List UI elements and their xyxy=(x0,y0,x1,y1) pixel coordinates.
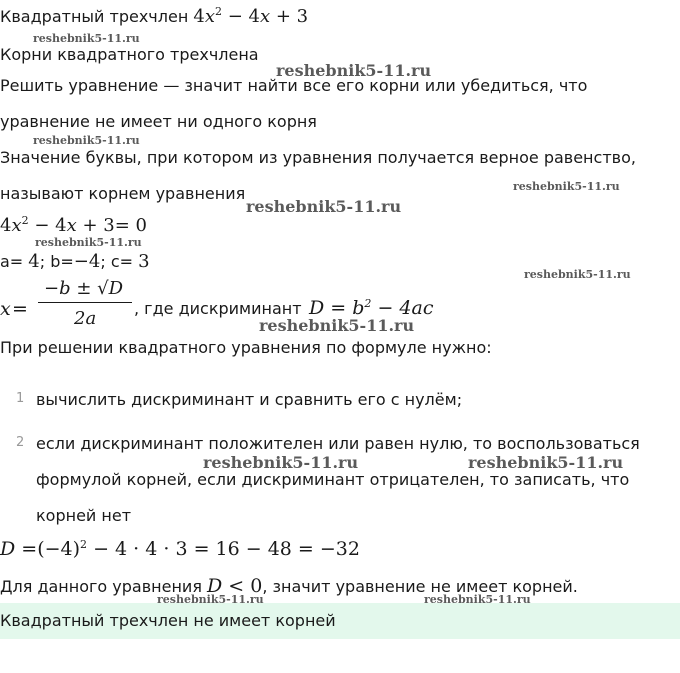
root-definition-line-1: Значение буквы, при котором из уравнения получается верное равенство, xyxy=(0,148,636,167)
equation-coef-a: 4 xyxy=(0,215,12,236)
solve-definition-line-2: уравнение не имеет ни одного корня xyxy=(0,112,317,131)
discriminant-equals: = xyxy=(324,297,353,319)
title-term-b: − 4 xyxy=(221,6,260,27)
solve-definition-line-1: Решить уравнение — значит найти все его корни или убедиться, что xyxy=(0,76,588,95)
formula-denominator: 2a xyxy=(74,308,97,329)
answer-text: Квадратный трехчлен не имеет корней xyxy=(0,611,336,630)
formula-numerator: −b ± √D xyxy=(44,278,124,299)
watermark: reshebnik5-11.ru xyxy=(246,197,402,216)
calc-exponent: 2 xyxy=(80,538,88,551)
equation-line xyxy=(0,215,147,237)
discriminant-calculation xyxy=(0,538,360,560)
formula-fraction xyxy=(38,278,132,328)
watermark: reshebnik5-11.ru xyxy=(259,316,415,335)
conclusion-D: D xyxy=(207,575,223,597)
step-2-text-line-1: если дискриминант положителен или равен нулю, то воспользоваться xyxy=(36,434,640,453)
watermark: reshebnik5-11.ru xyxy=(424,593,531,606)
step-1-number: 1 xyxy=(16,391,25,406)
watermark: reshebnik5-11.ru xyxy=(35,236,142,249)
title-text: Квадратный трехчлен xyxy=(0,7,194,26)
equation-var-x: x xyxy=(11,215,22,236)
watermark: reshebnik5-11.ru xyxy=(513,180,620,193)
equation-var-x2: x xyxy=(66,215,77,236)
answer-box xyxy=(0,603,680,639)
watermark: reshebnik5-11.ru xyxy=(33,32,140,45)
calc-part-1: =(−4) xyxy=(15,538,81,560)
discriminant-exponent: 2 xyxy=(364,297,372,310)
watermark: reshebnik5-11.ru xyxy=(203,453,359,472)
formula-equals: = xyxy=(12,298,28,320)
title-var-x2: x xyxy=(259,6,271,27)
conclusion-relation: < 0 xyxy=(222,575,263,597)
title-coef-a: 4 xyxy=(193,6,205,27)
coef-b-label: ; b= xyxy=(39,252,74,271)
conclusion-text-after: , значит уравнение не имеет корней. xyxy=(262,577,578,596)
steps-intro: При решении квадратного уравнения по формуле нужно: xyxy=(0,338,492,357)
coef-a-value: 4 xyxy=(28,251,40,272)
coef-b-value: −4 xyxy=(73,251,101,272)
title-term-c: + 3 xyxy=(270,6,309,27)
coef-c-value: 3 xyxy=(138,251,150,272)
step-2-text-line-3: корней нет xyxy=(36,506,132,525)
title-exponent: 2 xyxy=(214,5,222,18)
roots-heading: Корни квадратного трехчлена xyxy=(0,45,259,64)
discriminant-rest: − 4ac xyxy=(371,297,434,319)
title-line xyxy=(0,6,308,28)
equation-term-c: + 3 xyxy=(76,215,115,236)
watermark: reshebnik5-11.ru xyxy=(33,134,140,147)
step-2-text-line-2: формулой корней, если дискриминант отрицателен, то записать, что xyxy=(36,470,630,489)
title-var-x: x xyxy=(204,6,215,27)
root-definition-line-2: называют корнем уравнения xyxy=(0,184,246,203)
formula-var-x: x xyxy=(0,298,11,320)
watermark: reshebnik5-11.ru xyxy=(157,593,264,606)
discriminant-D: D xyxy=(309,297,325,319)
coef-c-label: ; c= xyxy=(100,252,139,271)
step-1-text: вычислить дискриминант и сравнить его с нулём; xyxy=(36,390,463,409)
watermark: reshebnik5-11.ru xyxy=(276,61,432,80)
watermark: reshebnik5-11.ru xyxy=(468,453,624,472)
discriminant-b: b xyxy=(352,297,365,319)
equation-equals-zero: = 0 xyxy=(114,215,147,236)
watermark: reshebnik5-11.ru xyxy=(524,268,631,281)
calc-D: D xyxy=(0,538,16,560)
formula-text: , где дискриминант xyxy=(134,299,302,318)
step-2-number: 2 xyxy=(16,435,25,450)
calc-part-2: − 4 · 4 · 3 = 16 − 48 = −32 xyxy=(87,538,360,560)
coefficients-line xyxy=(0,251,150,273)
equation-term-b: − 4 xyxy=(28,215,67,236)
equation-exponent: 2 xyxy=(21,214,29,227)
fraction-bar xyxy=(38,302,132,303)
coef-a-label: a= xyxy=(0,252,29,271)
conclusion-text-before: Для данного уравнения xyxy=(0,577,208,596)
